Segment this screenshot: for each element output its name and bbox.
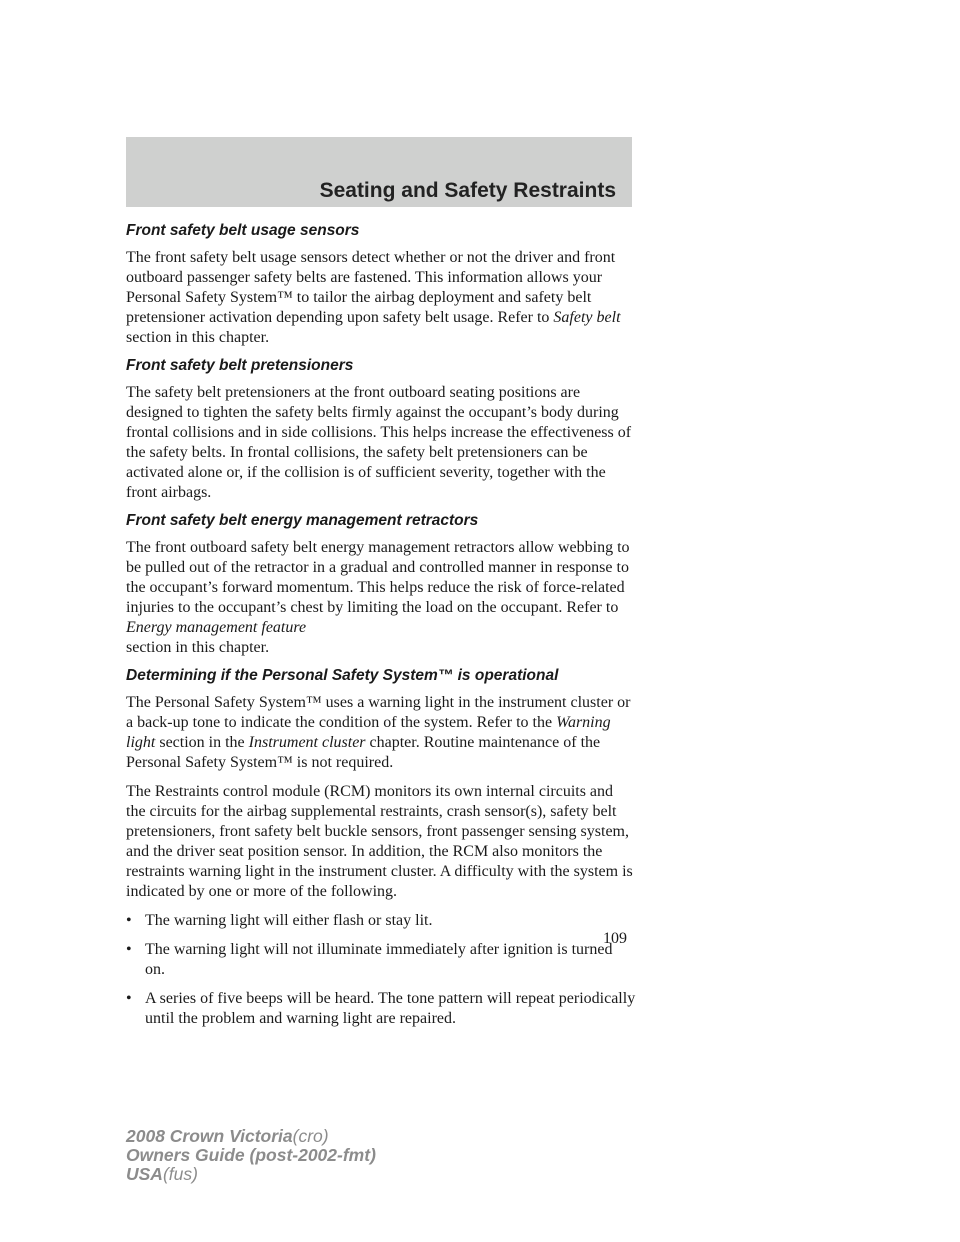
bullet-icon: • — [126, 941, 132, 958]
text: The Personal Safety System™ uses a warning light in the instrument cluster or a back-up tone to indicate the condition of the system. Refer to the — [126, 694, 631, 731]
list-item-text: A series of five beeps will be heard. The tone pattern will repeat periodically until the problem and warning light are repaired. — [145, 990, 636, 1027]
reference-warning-light: Warning light — [126, 714, 611, 751]
footer-market-code: (fus) — [162, 1164, 198, 1184]
footer-line-guide — [126, 1146, 376, 1165]
page-number: 109 — [603, 930, 627, 947]
footer-line-model — [126, 1127, 376, 1146]
footer — [126, 1127, 376, 1184]
reference-energy-management: Energy management feature — [126, 619, 307, 636]
list-item — [126, 940, 636, 980]
paragraph-rcm: The Restraints control module (RCM) monitors its own internal circuits and the circuits for the airbag supplemental restraints, crash sensor(s), safety belt pretensioners, front safety belt buckle sensors, front passenger sensing system, and the driver seat position sensor. In addition, the RCM also monitors the restraints warning light in the instrument cluster. A difficulty with the system is indicated by one or more of the following. — [126, 783, 633, 900]
footer-model: 2008 Crown Victoria — [126, 1126, 293, 1146]
reference-instrument-cluster: Instrument cluster — [248, 734, 366, 751]
chapter-title: Seating and Safety Restraints — [319, 179, 616, 202]
text: section in this chapter. — [126, 639, 270, 656]
paragraph-operational — [126, 693, 636, 773]
list-item-text: The warning light will either flash or stay lit. — [145, 912, 433, 929]
reference-safety-belt: Safety belt — [553, 309, 621, 326]
text: section in the — [155, 734, 249, 751]
bullet-icon: • — [126, 990, 132, 1007]
section-heading-operational: Determining if the Personal Safety System™ is operational — [126, 667, 559, 684]
difficulty-list — [126, 911, 636, 1029]
list-item — [126, 911, 636, 931]
paragraph-pretensioners: The safety belt pretensioners at the front outboard seating positions are designed to tighten the safety belts firmly against the occupant’s body during frontal collisions and in side collisions. This helps increase the effectiveness of the safety belts. In frontal collisions, the safety belt pretensioners can be activated alone or, if the collision is of sufficient severity, together with the front airbags. — [126, 384, 632, 501]
footer-model-code: (cro) — [292, 1126, 329, 1146]
bullet-icon: • — [126, 912, 132, 929]
text: section in this chapter. — [126, 329, 270, 346]
page-content — [126, 222, 636, 1038]
footer-guide: Owners Guide (post-2002-fmt) — [126, 1145, 376, 1165]
paragraph-energy-retractors — [126, 538, 636, 658]
section-heading-pretensioners: Front safety belt pretensioners — [126, 357, 354, 374]
text: chapter. Routine maintenance of the Personal Safety System™ is not required. — [126, 734, 601, 771]
footer-market: USA — [126, 1164, 163, 1184]
text: The front outboard safety belt energy management retractors allow webbing to be pulled out of the retractor in a gradual and controlled manner in response to the occupant’s forward momentum. This helps reduce the risk of force-related injuries to the occupant’s chest by limiting the load on the occupant. Refer to — [126, 539, 630, 616]
header-band — [126, 137, 632, 207]
list-item-text: The warning light will not illuminate immediately after ignition is turned on. — [145, 941, 613, 978]
section-heading-usage-sensors: Front safety belt usage sensors — [126, 222, 360, 239]
paragraph-usage-sensors — [126, 248, 636, 348]
section-heading-energy-retractors: Front safety belt energy management retractors — [126, 512, 479, 529]
text: The front safety belt usage sensors detect whether or not the driver and front outboard passenger safety belts are fastened. This information allows your Personal Safety System™ to tailor the airbag deployment and safety belt pretensioner activation depending upon safety belt usage. Refer to — [126, 249, 616, 326]
footer-line-market — [126, 1165, 376, 1184]
list-item — [126, 989, 636, 1029]
